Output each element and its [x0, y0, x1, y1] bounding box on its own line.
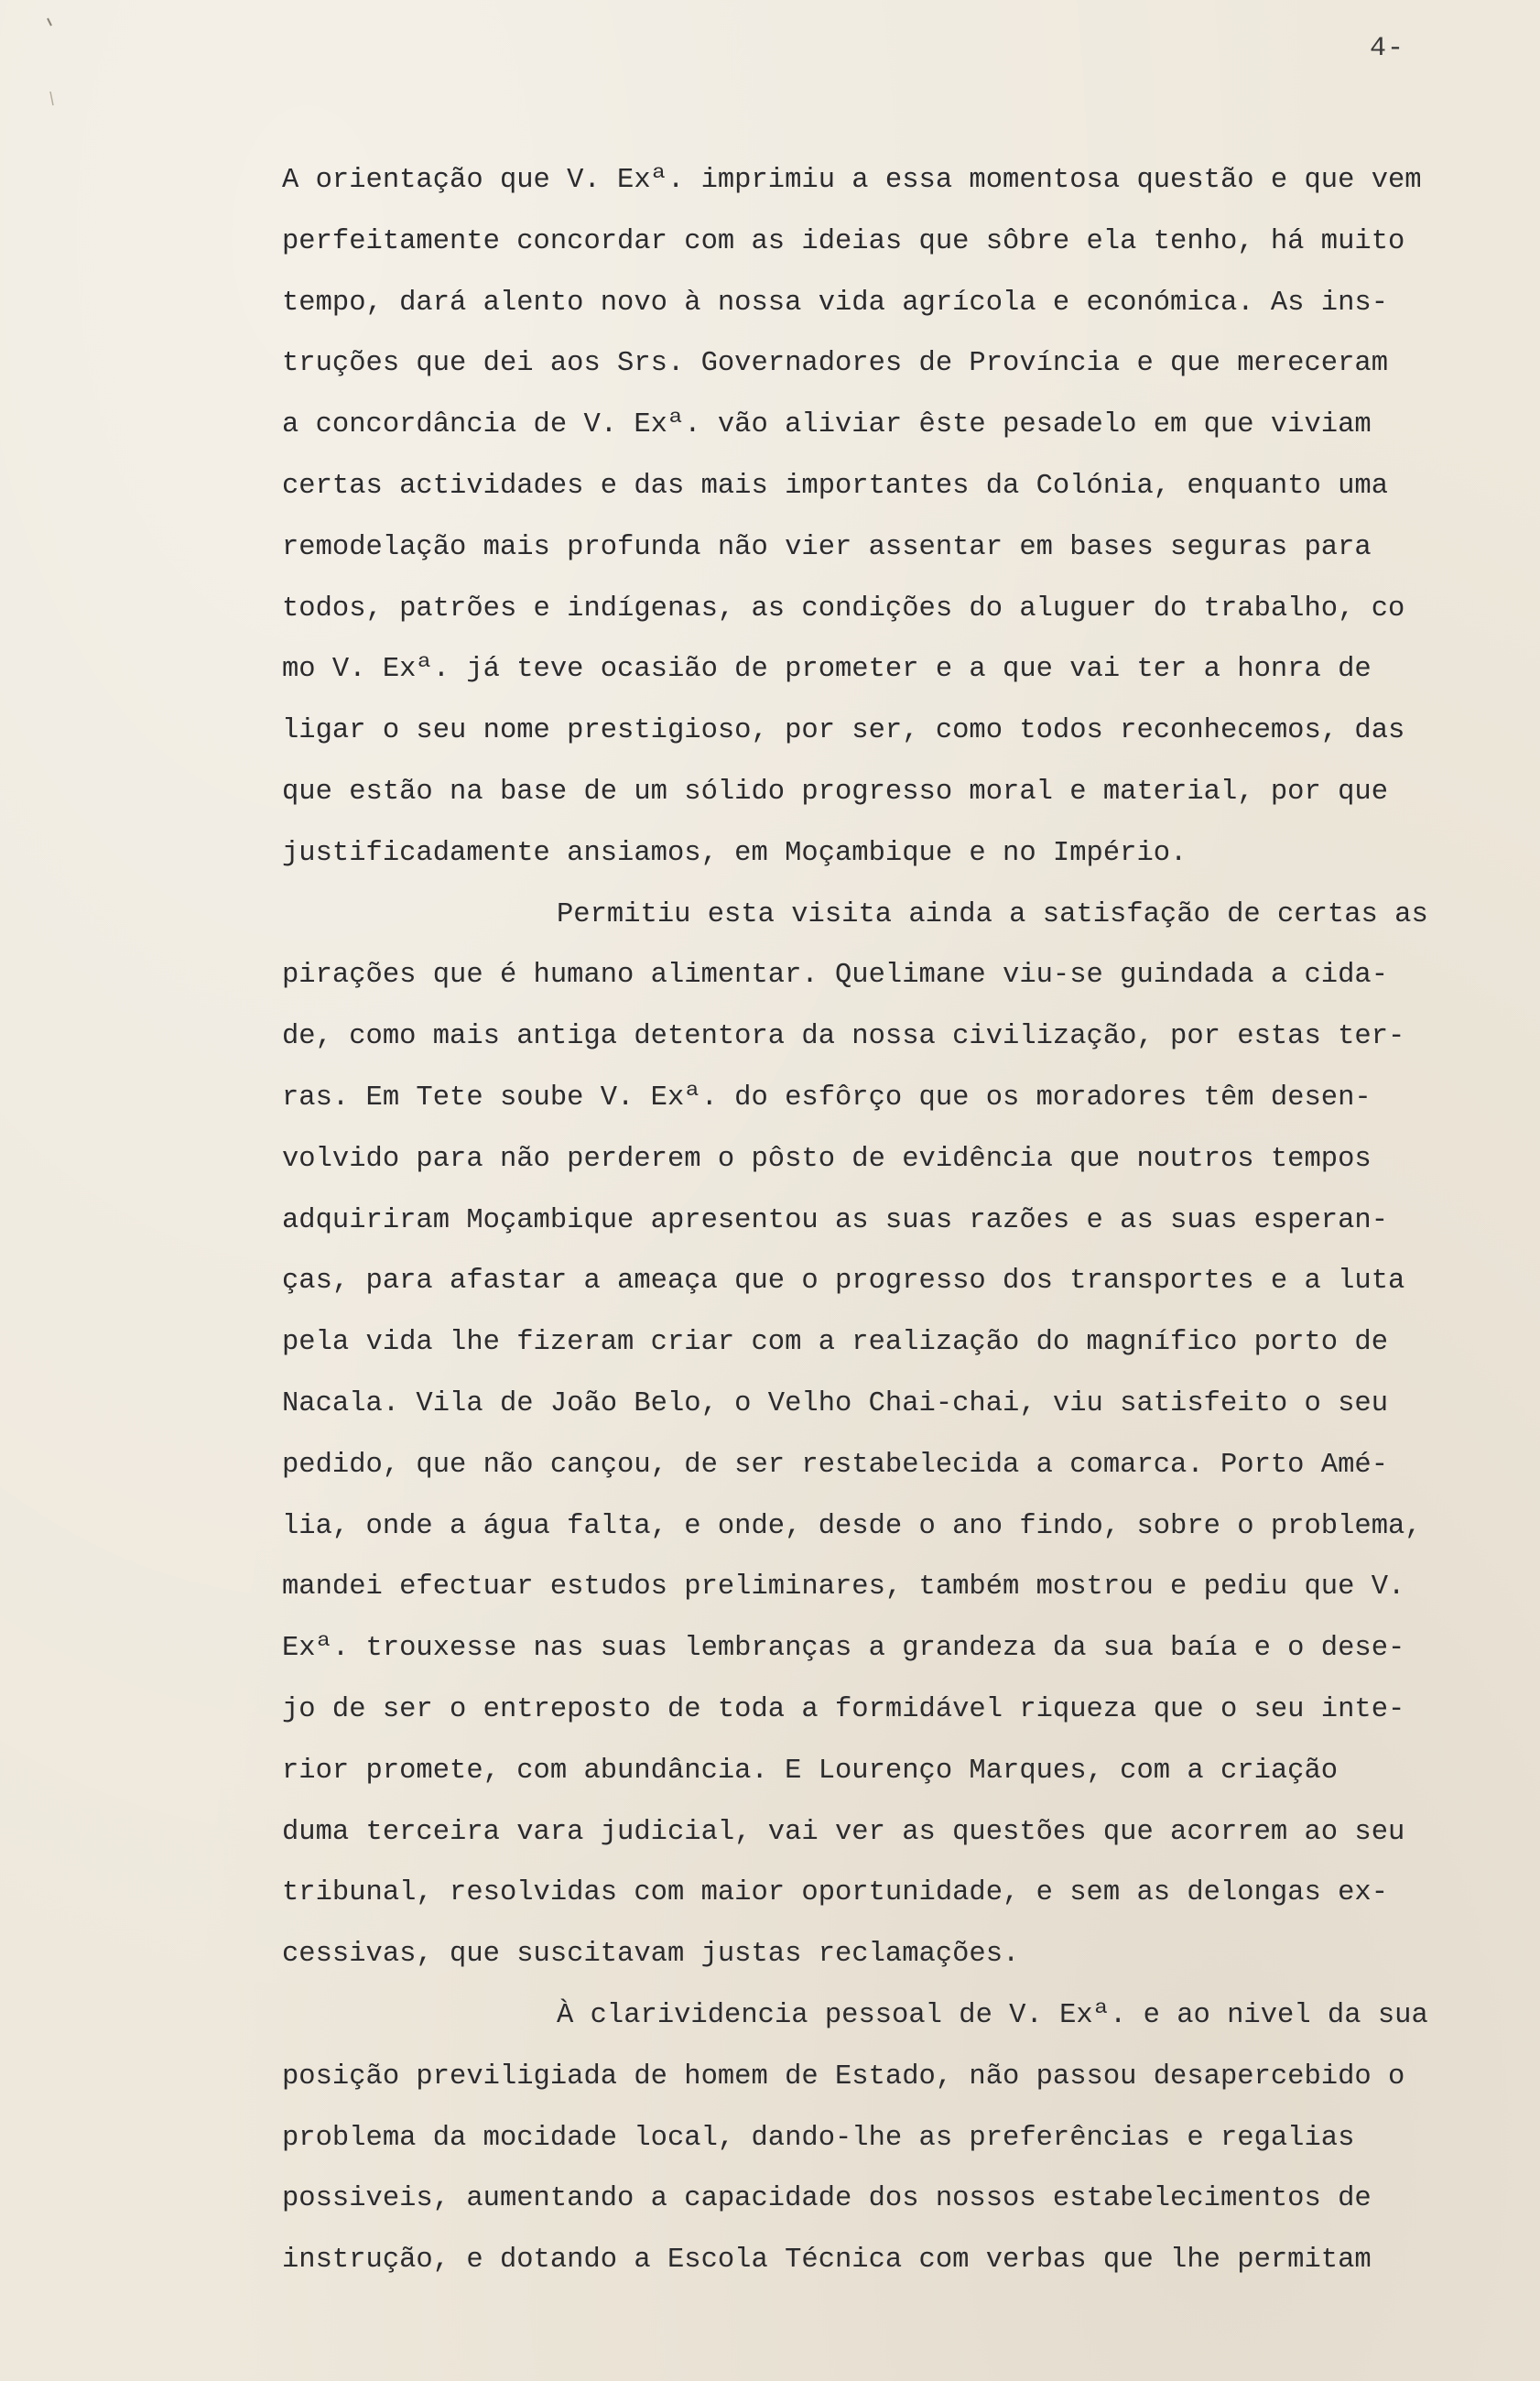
text-line: truções que dei aos Srs. Governadores de Província e que mereceram	[282, 348, 1388, 380]
text-line: remodelação mais profunda não vier assentar em bases seguras para	[282, 531, 1372, 563]
text-line: tempo, dará alento novo à nossa vida agrícola e económica. As ins-	[282, 287, 1388, 319]
text-line: volvido para não perderem o pôsto de evidência que noutros tempos	[282, 1143, 1372, 1175]
text-line: certas actividades e das mais importantes da Colónia, enquanto uma	[282, 470, 1388, 502]
text-line: mo V. Exª. já teve ocasião de prometer e a que vai ter a honra de	[282, 654, 1372, 686]
text-line: ligar o seu nome prestigioso, por ser, como todos reconhecemos, das	[282, 715, 1405, 747]
text-line: rior promete, com abundância. E Lourenço Marques, com a criação	[282, 1755, 1339, 1787]
text-line: ças, para afastar a ameaça que o progresso dos transportes e a luta	[282, 1266, 1405, 1298]
paragraph-start-line: À clarividencia pessoal de V. Exª. e ao nivel da sua	[557, 1999, 1428, 2031]
text-line: A orientação que V. Exª. imprimiu a essa momentosa questão e que vem	[282, 165, 1422, 196]
text-line: mandei efectuar estudos preliminares, também mostrou e pediu que V.	[282, 1571, 1405, 1604]
text-line: que estão na base de um sólido progresso moral e material, por que	[282, 776, 1388, 808]
text-line: possiveis, aumentando a capacidade dos nossos estabelecimentos de	[282, 2183, 1372, 2215]
text-line: pedido, que não cançou, de ser restabelecida a comarca. Porto Amé-	[282, 1449, 1388, 1481]
text-line: pela vida lhe fizeram criar com a realização do magnífico porto de	[282, 1327, 1388, 1359]
text-line: tribunal, resolvidas com maior oportunidade, e sem as delongas ex-	[282, 1877, 1388, 1909]
paragraph-start-line: Permitiu esta visita ainda a satisfação de certas as	[557, 898, 1428, 930]
text-line: duma terceira vara judicial, vai ver as questões que acorrem ao seu	[282, 1816, 1405, 1848]
text-line: adquiriram Moçambique apresentou as suas razões e as suas esperan-	[282, 1204, 1388, 1236]
page-number: 4-	[1370, 33, 1405, 64]
text-line: perfeitamente concordar com as ideias que sôbre ela tenho, há muito	[282, 225, 1405, 257]
text-line: a concordância de V. Exª. vão aliviar êste pesadelo em que viviam	[282, 409, 1372, 441]
text-line: pirações que é humano alimentar. Quelimane viu-se guindada a cida-	[282, 960, 1388, 992]
text-line: todos, patrões e indígenas, as condições do aluguer do trabalho, co	[282, 593, 1405, 625]
text-line: ras. Em Tete soube V. Exª. do esfôrço que os moradores têm desen-	[282, 1082, 1372, 1114]
text-line: posição previligiada de homem de Estado, não passou desapercebido o	[282, 2060, 1405, 2093]
text-line: Exª. trouxesse nas suas lembranças a grandeza da sua baía e o dese-	[282, 1633, 1405, 1665]
text-line: cessivas, que suscitavam justas reclamações.	[282, 1939, 1020, 1971]
text-line: justificadamente ansiamos, em Moçambique e no Império.	[282, 837, 1188, 869]
text-line: instrução, e dotando a Escola Técnica com verbas que lhe permitam	[282, 2245, 1372, 2277]
text-line: jo de ser o entreposto de toda a formidável riqueza que o seu inte-	[282, 1693, 1405, 1725]
paper-edge-mark	[0, 0, 55, 183]
text-line: de, como mais antiga detentora da nossa civilização, por estas ter-	[282, 1021, 1405, 1053]
text-line: Nacala. Vila de João Belo, o Velho Chai-chai, viu satisfeito o seu	[282, 1387, 1388, 1419]
document-body	[282, 150, 1518, 2291]
text-line: lia, onde a água falta, e onde, desde o ano findo, sobre o problema,	[282, 1510, 1422, 1542]
text-line: problema da mocidade local, dando-lhe as preferências e regalias	[282, 2122, 1355, 2154]
